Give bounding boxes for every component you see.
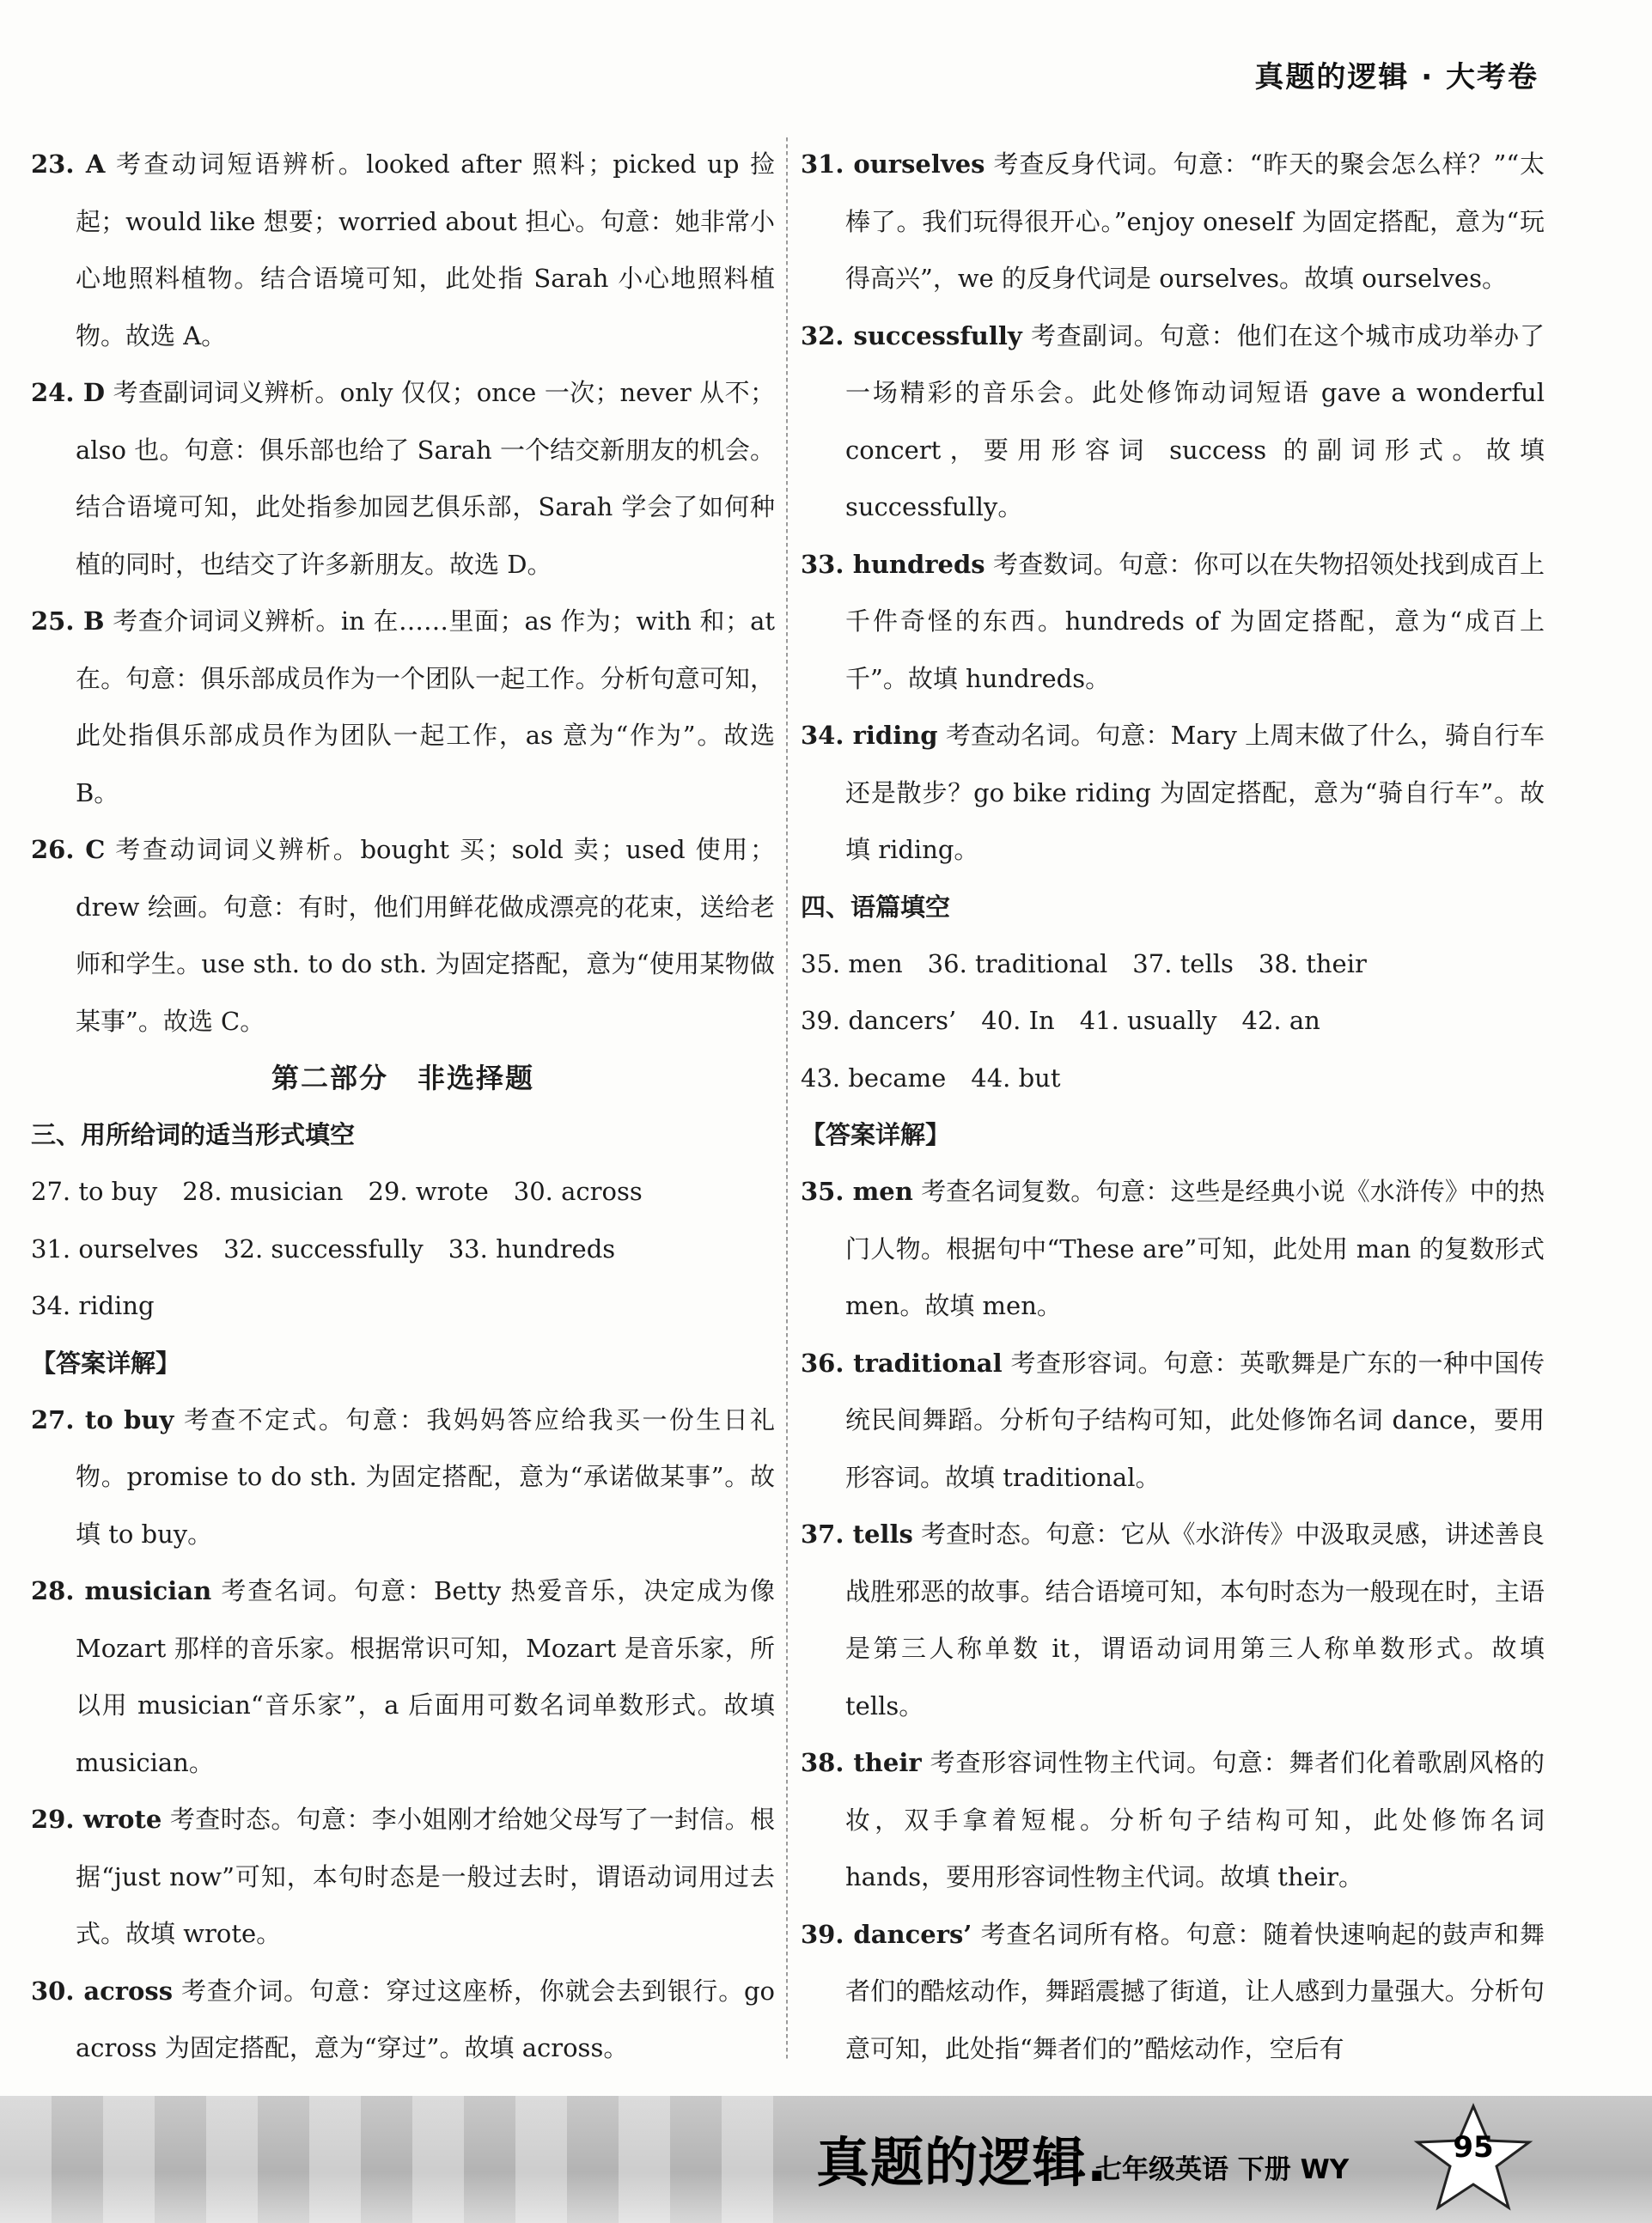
item-number: 27. to buy	[31, 1404, 174, 1434]
item-number: 37. tells	[801, 1520, 913, 1549]
answer-line: 27. to buy 28. musician 29. wrote 30. across	[31, 1177, 643, 1206]
answer-detail-item	[31, 364, 775, 593]
item-text: 考查名词所有格。句意：随着快速响起的鼓声和舞者们的酷炫动作，舞蹈震撼了街道，让人感到力量强大。分析句意可知，此处指“舞者们的”酷炫动作，空后有	[845, 1919, 1545, 2063]
item-text: 考查时态。句意：李小姐刚才给她父母写了一封信。根据“just now”可知，本句时态是一般过去时，谓语动词用过去式。故填 wrote。	[76, 1805, 775, 1948]
item-text: 考查时态。句意：它从《水浒传》中汲取灵感，讲述善良战胜邪恶的故事。结合语境可知，本句时态为一般现在时，主语是第三人称单数 it，谓语动词用第三人称单数形式。故填 tells。	[845, 1520, 1545, 1721]
item-number: 31. ourselves	[801, 149, 985, 179]
answer-detail-item	[801, 536, 1545, 708]
answer-detail-item	[801, 1906, 1545, 2078]
section-four-title: 四、语篇填空	[801, 892, 951, 922]
details-label: 【答案详解】	[801, 1120, 951, 1149]
answer-detail-item	[31, 593, 775, 821]
item-number: 28. musician	[31, 1576, 212, 1605]
item-text: 考查副词词义辨析。only 仅仅；once 一次；never 从不；also 也。句意：俱乐部也给了 Sarah 一个结交新朋友的机会。结合语境可知，此处指参加园艺俱乐部，Sarah 学会了如何种植的同时，也结交了许多新朋友。故选 D。	[76, 378, 775, 579]
item-number: 35. men	[801, 1177, 913, 1206]
item-number: 26. C	[31, 835, 106, 864]
page-header-title: 真题的逻辑 · 大考卷	[1254, 60, 1539, 94]
answer-line: 35. men 36. traditional 37. tells 38. their	[801, 948, 1367, 978]
item-number: 36. traditional	[801, 1348, 1003, 1378]
item-number: 29. wrote	[31, 1805, 162, 1834]
footer-pattern	[0, 2096, 773, 2223]
answer-detail-item	[31, 136, 775, 364]
left-column	[31, 136, 775, 2077]
answer-detail-item	[801, 308, 1545, 536]
column-divider	[786, 137, 788, 2062]
item-text: 考查动词短语辨析。looked after 照料；picked up 捡起；would like 想要；worried about 担心。句意：她非常小心地照料植物。结合语境可知，此处指 Sarah 小心地照料植物。故选 A。	[76, 149, 775, 350]
answer-detail-item	[31, 1963, 775, 2077]
answer-detail-item	[31, 1562, 775, 1791]
item-text: 考查副词。句意：他们在这个城市成功举办了一场精彩的音乐会。此处修饰动词短语 gave a wonderful concert，要用形容词 success 的副词形式。故填 successfully。	[845, 320, 1545, 521]
details-label: 【答案详解】	[31, 1348, 181, 1378]
item-text: 考查名词。句意：Betty 热爱音乐，决定成为像 Mozart 那样的音乐家。根据常识可知，Mozart 是音乐家，所以用 musician“音乐家”，a 后面用可数名词单数形式。故填 musician。	[76, 1576, 775, 1777]
item-number: 34. riding	[801, 721, 938, 750]
answer-detail-item	[801, 1734, 1545, 1906]
part-two-title: 第二部分 非选择题	[271, 1062, 534, 1094]
item-number: 24. D	[31, 378, 106, 407]
left-answer-details-b	[31, 1392, 775, 2077]
item-text: 考查形容词性物主代词。句意：舞者们化着歌剧风格的妆，双手拿着短棍。分析句子结构可知，此处修饰名词 hands，要用形容词性物主代词。故填 their。	[845, 1748, 1545, 1891]
item-text: 考查数词。句意：你可以在失物招领处找到成百上千件奇怪的东西。hundreds of 为固定搭配，意为“成百上千”。故填 hundreds。	[845, 549, 1545, 693]
right-column	[801, 136, 1545, 2077]
left-answer-details-a	[31, 136, 775, 1050]
answer-line: 39. dancers’ 40. In 41. usually 42. an	[801, 1006, 1320, 1035]
item-number: 32. successfully	[801, 320, 1022, 350]
item-number: 38. their	[801, 1748, 922, 1777]
answer-detail-item	[31, 1791, 775, 1963]
right-answer-details-a	[801, 136, 1545, 879]
answer-detail-item	[31, 821, 775, 1050]
item-text: 考查不定式。句意：我妈妈答应给我买一份生日礼物。promise to do sth. 为固定搭配，意为“承诺做某事”。故填 to buy。	[76, 1404, 775, 1549]
item-text: 考查形容词。句意：英歌舞是广东的一种中国传统民间舞蹈。分析句子结构可知，此处修饰名词 dance，要用形容词。故填 traditional。	[845, 1348, 1545, 1492]
answer-detail-item	[801, 1163, 1545, 1335]
item-text: 考查动名词。句意：Mary 上周末做了什么，骑自行车还是散步？go bike riding 为固定搭配，意为“骑自行车”。故填 riding。	[845, 721, 1545, 864]
section-three-title: 三、用所给词的适当形式填空	[31, 1120, 356, 1149]
item-number: 30. across	[31, 1976, 174, 2006]
page-number: 95	[1453, 2130, 1494, 2165]
item-text: 考查反身代词。句意：“昨天的聚会怎么样？”“太棒了。我们玩得很开心。”enjoy oneself 为固定搭配，意为“玩得高兴”，we 的反身代词是 ourselves。故填 ourselves。	[845, 149, 1545, 293]
item-text: 考查动词词义辨析。bought 买；sold 卖；used 使用；drew 绘画。句意：有时，他们用鲜花做成漂亮的花束，送给老师和学生。use sth. to do sth. 为固定搭配，意为“使用某物做某事”。故选 C。	[76, 835, 775, 1036]
answer-detail-item	[31, 1392, 775, 1563]
item-text: 考查介词。句意：穿过这座桥，你就会去到银行。go across 为固定搭配，意为“穿过”。故填 across。	[76, 1976, 775, 2062]
answer-detail-item	[801, 1506, 1545, 1734]
answer-detail-item	[801, 136, 1545, 308]
item-text: 考查介词词义辨析。in 在……里面；as 作为；with 和；at 在。句意：俱乐部成员作为一个团队一起工作。分析句意可知，此处指俱乐部成员作为团队一起工作，as 意为“作为”。故选 B。	[76, 606, 776, 807]
item-text: 考查名词复数。句意：这些是经典小说《水浒传》中的热门人物。根据句中“These are”可知，此处用 man 的复数形式 men。故填 men。	[845, 1177, 1545, 1320]
answer-detail-item	[801, 707, 1545, 879]
footer-subtitle: 七年级英语 下册 WY	[1095, 2154, 1350, 2185]
footer-brand: 真题的逻辑.	[816, 2131, 1108, 2194]
answer-line: 31. ourselves 32. successfully 33. hundreds	[31, 1233, 616, 1264]
answer-line: 43. became 44. but	[801, 1063, 1061, 1093]
item-number: 23. A	[31, 149, 106, 179]
item-number: 25. B	[31, 606, 105, 636]
item-number: 39. dancers’	[801, 1919, 972, 1949]
right-answer-details-b	[801, 1163, 1545, 2077]
answer-detail-item	[801, 1335, 1545, 1507]
answer-line: 34. riding	[31, 1291, 155, 1320]
item-number: 33. hundreds	[801, 549, 985, 579]
